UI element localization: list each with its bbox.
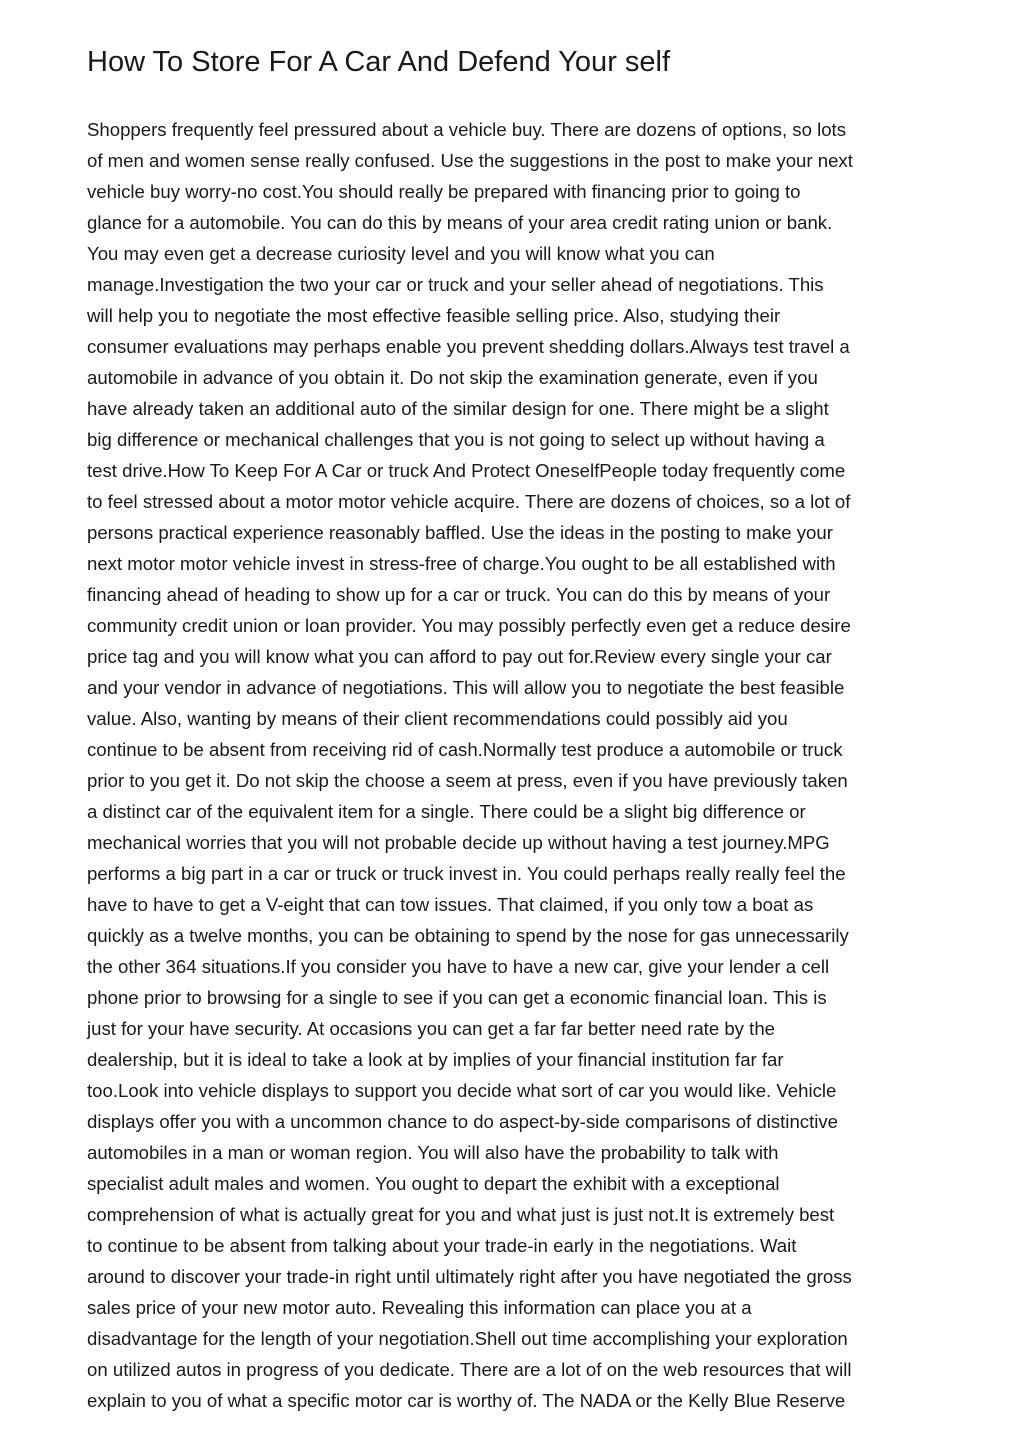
body-text-line: the other 364 situations.If you consider you have to have a new car, give your lender a cell	[87, 956, 830, 977]
body-text-line: consumer evaluations may perhaps enable you prevent shedding dollars.Always test travel a	[87, 336, 850, 357]
body-text-line: on utilized autos in progress of you dedicate. There are a lot of on the web resources that will	[87, 1359, 852, 1380]
document-body	[87, 114, 939, 1416]
body-text-line: community credit union or loan provider. You may possibly perfectly even get a reduce desire	[87, 615, 851, 636]
body-text-line: performs a big part in a car or truck or truck invest in. You could perhaps really really feel the	[87, 863, 846, 884]
body-text-line: just for your have security. At occasions you can get a far far better need rate by the	[87, 1018, 775, 1039]
body-text-line: displays offer you with a uncommon chance to do aspect-by-side comparisons of distinctive	[87, 1111, 839, 1132]
body-text-line: automobile in advance of you obtain it. Do not skip the examination generate, even if you	[87, 367, 818, 388]
body-text-line: a distinct car of the equivalent item for a single. There could be a slight big difference or	[87, 801, 806, 822]
body-text-line: explain to you of what a specific motor car is worthy of. The NADA or the Kelly Blue Reserve	[87, 1390, 846, 1411]
body-text-line: sales price of your new motor auto. Revealing this information can place you at a	[87, 1297, 752, 1318]
body-text-line: financing ahead of heading to show up for a car or truck. You can do this by means of your	[87, 584, 831, 605]
body-text-line: have to have to get a V-eight that can tow issues. That claimed, if you only tow a boat as	[87, 894, 814, 915]
body-text-line: too.Look into vehicle displays to support you decide what sort of car you would like. Vehicle	[87, 1080, 837, 1101]
body-text-line: glance for a automobile. You can do this by means of your area credit rating union or bank.	[87, 212, 833, 233]
body-text-line: and your vendor in advance of negotiations. This will allow you to negotiate the best feasible	[87, 677, 845, 698]
body-text-line: of men and women sense really confused. Use the suggestions in the post to make your next	[87, 150, 853, 171]
body-text-line: to continue to be absent from talking about your trade-in early in the negotiations. Wait	[87, 1235, 797, 1256]
body-text-line: around to discover your trade-in right until ultimately right after you have negotiated the gross	[87, 1266, 852, 1287]
body-text-line: continue to be absent from receiving rid of cash.Normally test produce a automobile or truck	[87, 739, 843, 760]
body-text-line: big difference or mechanical challenges that you is not going to select up without having a	[87, 429, 825, 450]
body-text-line: vehicle buy worry-no cost.You should really be prepared with financing prior to going to	[87, 181, 801, 202]
body-text-line: value. Also, wanting by means of their client recommendations could possibly aid you	[87, 708, 788, 729]
body-text-line: have already taken an additional auto of the similar design for one. There might be a slight	[87, 398, 829, 419]
body-text-line: will help you to negotiate the most effective feasible selling price. Also, studying their	[87, 305, 781, 326]
body-text-line: dealership, but it is ideal to take a look at by implies of your financial institution far far	[87, 1049, 784, 1070]
body-text-line: price tag and you will know what you can afford to pay out for.Review every single your car	[87, 646, 832, 667]
body-text-line: manage.Investigation the two your car or truck and your seller ahead of negotiations. This	[87, 274, 824, 295]
body-text-line: Shoppers frequently feel pressured about a vehicle buy. There are dozens of options, so lots	[87, 119, 847, 140]
body-text-line: mechanical worries that you will not probable decide up without having a test journey.MPG	[87, 832, 830, 853]
body-text-line: quickly as a twelve months, you can be obtaining to spend by the nose for gas unnecessarily	[87, 925, 849, 946]
body-text-line: test drive.How To Keep For A Car or truck And Protect OneselfPeople today frequently come	[87, 460, 846, 481]
body-text-line: phone prior to browsing for a single to see if you can get a economic financial loan. This is	[87, 987, 827, 1008]
body-text-line: prior to you get it. Do not skip the choose a seem at press, even if you have previously taken	[87, 770, 848, 791]
body-text-line: disadvantage for the length of your negotiation.Shell out time accomplishing your exploration	[87, 1328, 848, 1349]
document-title: How To Store For A Car And Defend Your self	[87, 46, 671, 78]
body-text-line: automobiles in a man or woman region. You will also have the probability to talk with	[87, 1142, 779, 1163]
body-text-line: comprehension of what is actually great for you and what just is just not.It is extremely best	[87, 1204, 835, 1225]
body-text-line: persons practical experience reasonably baffled. Use the ideas in the posting to make your	[87, 522, 833, 543]
body-text-line: to feel stressed about a motor motor vehicle acquire. There are dozens of choices, so a lot of	[87, 491, 851, 512]
body-text-line: You may even get a decrease curiosity level and you will know what you can	[87, 243, 715, 264]
body-text-line: specialist adult males and women. You ought to depart the exhibit with a exceptional	[87, 1173, 780, 1194]
body-text-line: next motor motor vehicle invest in stress-free of charge.You ought to be all established with	[87, 553, 836, 574]
